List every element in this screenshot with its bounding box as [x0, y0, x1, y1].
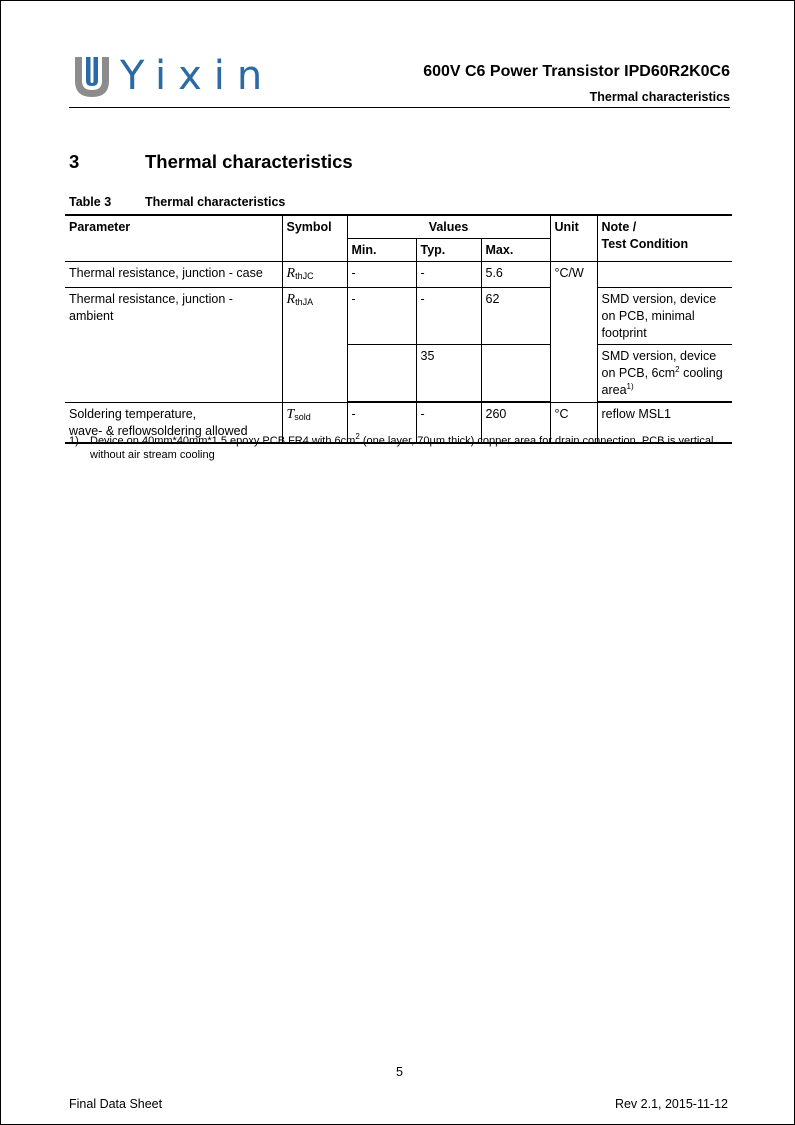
header-section-label: Thermal characteristics [589, 90, 730, 104]
note-cell [597, 262, 732, 288]
header-note-line1: Note / [601, 220, 637, 234]
typ-cell: 35 [416, 345, 481, 403]
header-divider [69, 107, 730, 108]
max-cell: 62 [481, 288, 550, 345]
parameter-line1: Soldering temperature, [69, 406, 197, 421]
header-note-line2: Test Condition [601, 237, 689, 251]
section-number: 3 [69, 151, 80, 172]
section-title: Thermal characteristics [145, 151, 353, 172]
footnote-number: 1) [69, 435, 79, 447]
table-row [65, 262, 732, 288]
header-typ: Typ. [416, 239, 481, 262]
page-number: 5 [396, 1065, 403, 1079]
footnote-text [90, 434, 734, 462]
thermal-table [65, 214, 732, 444]
typ-cell: - [416, 288, 481, 345]
symbol-main: R [286, 266, 296, 281]
min-cell: - [347, 402, 416, 443]
symbol-sub: thJA [295, 297, 314, 307]
symbol-main: T [286, 406, 295, 422]
typ-cell: - [416, 402, 481, 443]
max-cell [481, 345, 550, 403]
typ-cell: - [416, 262, 481, 288]
note-superscript: 2 [675, 365, 680, 374]
min-cell: - [347, 262, 416, 288]
unit-cell: °C/W [550, 262, 597, 403]
header-parameter: Parameter [65, 215, 282, 262]
table-title: Thermal characteristics [145, 195, 286, 209]
note-text-end: cooling area [601, 366, 723, 397]
table-header-row [65, 215, 732, 239]
symbol-cell [282, 262, 347, 288]
symbol-sub: sold [294, 411, 311, 422]
header-values: Values [347, 215, 550, 239]
footnote-ref: 1) [626, 382, 634, 391]
header-min: Min. [347, 239, 416, 262]
footnote-text-b: (one layer, 70µm thick) copper area for drain connection. PCB is vertical without air stream cooling [90, 435, 714, 461]
note-cell: SMD version, device on PCB, minimal footprint [597, 288, 732, 345]
logo-mark-icon [72, 53, 112, 99]
footer-revision: Rev 2.1, 2015-11-12 [614, 1097, 728, 1111]
parameter-cell: Thermal resistance, junction - ambient [65, 288, 282, 403]
parameter-line2: wave- & reflowsoldering allowed [69, 423, 248, 438]
footnote-superscript: 2 [355, 432, 360, 441]
header-max: Max. [481, 239, 550, 262]
symbol-sub: thJC [295, 271, 314, 281]
table-number: Table 3 [69, 195, 112, 209]
unit-cell: °C [550, 402, 597, 443]
document-title: 600V C6 Power Transistor IPD60R2K0C6 [423, 63, 730, 80]
max-cell: 260 [481, 402, 550, 443]
logo-wordmark: Yixin [120, 53, 275, 99]
min-cell: - [347, 288, 416, 345]
table-row [65, 288, 732, 345]
company-logo [72, 52, 274, 100]
table-footnote [69, 434, 734, 462]
symbol-main: R [286, 292, 296, 307]
note-cell [597, 345, 732, 403]
header-symbol: Symbol [282, 215, 347, 262]
parameter-cell: Thermal resistance, junction - case [65, 262, 282, 288]
header-note [597, 215, 732, 262]
symbol-cell [282, 288, 347, 403]
max-cell: 5.6 [481, 262, 550, 288]
min-cell [347, 345, 416, 403]
note-cell: reflow MSL1 [597, 402, 732, 443]
note-text: SMD version, device on PCB, 6cm [601, 349, 717, 380]
footnote-text-a: Device on 40mm*40mm*1.5 epoxy PCB FR4 with 6cm [90, 435, 356, 447]
header-unit: Unit [550, 215, 597, 262]
footer-doc-type: Final Data Sheet [69, 1097, 163, 1111]
